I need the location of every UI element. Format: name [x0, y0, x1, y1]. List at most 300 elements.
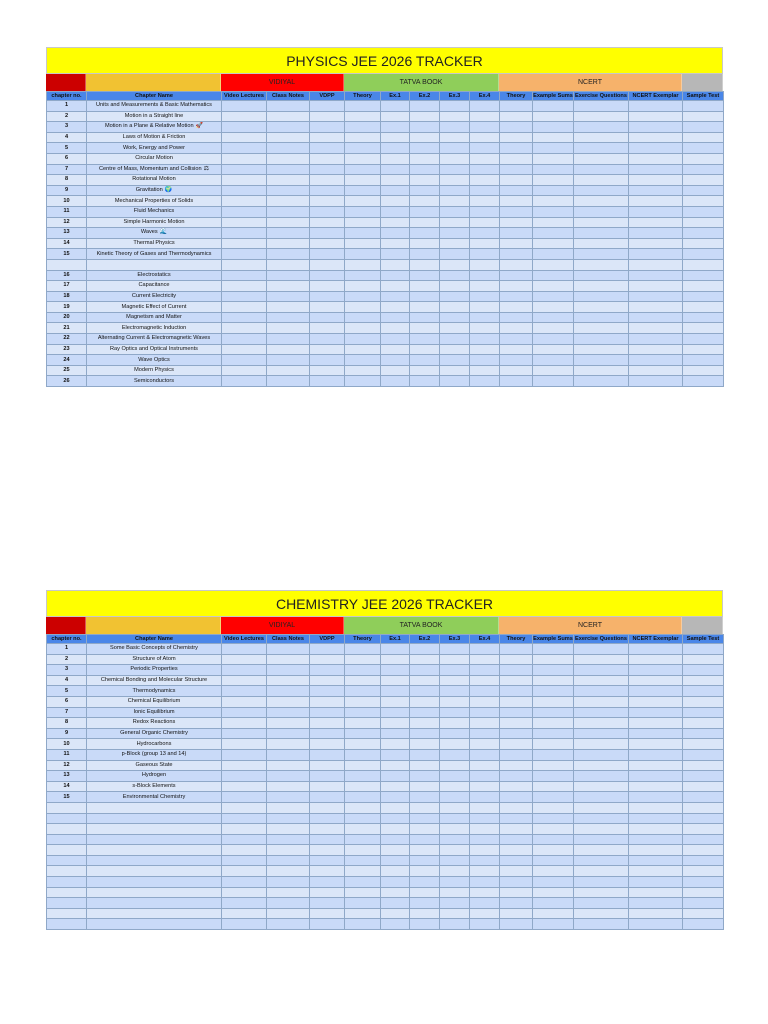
tracker-cell[interactable] [500, 196, 533, 207]
tracker-cell[interactable] [500, 185, 533, 196]
tracker-cell[interactable] [345, 323, 381, 334]
tracker-cell[interactable] [574, 654, 629, 665]
tracker-cell[interactable] [410, 376, 440, 387]
tracker-cell[interactable] [683, 665, 724, 676]
tracker-cell[interactable] [381, 323, 410, 334]
tracker-cell[interactable] [470, 101, 500, 112]
tracker-cell[interactable] [500, 111, 533, 122]
tracker-cell[interactable] [310, 686, 345, 697]
tracker-cell[interactable] [381, 228, 410, 239]
tracker-cell[interactable] [470, 249, 500, 260]
tracker-cell[interactable] [345, 802, 381, 813]
tracker-cell[interactable] [381, 153, 410, 164]
tracker-cell[interactable] [683, 802, 724, 813]
tracker-cell[interactable] [470, 802, 500, 813]
tracker-cell[interactable] [574, 887, 629, 898]
tracker-cell[interactable] [574, 792, 629, 803]
tracker-cell[interactable] [533, 217, 574, 228]
tracker-cell[interactable] [410, 781, 440, 792]
tracker-cell[interactable] [410, 792, 440, 803]
tracker-cell[interactable] [410, 718, 440, 729]
tracker-cell[interactable] [470, 323, 500, 334]
tracker-cell[interactable] [629, 238, 683, 249]
tracker-cell[interactable] [310, 312, 345, 323]
tracker-cell[interactable] [683, 696, 724, 707]
tracker-cell[interactable] [381, 355, 410, 366]
tracker-cell[interactable] [345, 355, 381, 366]
tracker-cell[interactable] [574, 644, 629, 655]
tracker-cell[interactable] [267, 302, 310, 313]
tracker-cell[interactable] [470, 718, 500, 729]
tracker-cell[interactable] [683, 132, 724, 143]
tracker-cell[interactable] [381, 365, 410, 376]
tracker-cell[interactable] [470, 813, 500, 824]
tracker-cell[interactable] [533, 834, 574, 845]
tracker-cell[interactable] [410, 312, 440, 323]
tracker-cell[interactable] [267, 834, 310, 845]
tracker-cell[interactable] [345, 312, 381, 323]
tracker-cell[interactable] [222, 291, 267, 302]
tracker-cell[interactable] [500, 206, 533, 217]
tracker-cell[interactable] [500, 302, 533, 313]
tracker-cell[interactable] [533, 855, 574, 866]
tracker-cell[interactable] [574, 334, 629, 345]
tracker-cell[interactable] [533, 355, 574, 366]
tracker-cell[interactable] [310, 259, 345, 270]
tracker-cell[interactable] [381, 644, 410, 655]
tracker-cell[interactable] [683, 196, 724, 207]
tracker-cell[interactable] [533, 696, 574, 707]
tracker-cell[interactable] [267, 802, 310, 813]
tracker-cell[interactable] [381, 760, 410, 771]
tracker-cell[interactable] [222, 760, 267, 771]
tracker-cell[interactable] [222, 217, 267, 228]
tracker-cell[interactable] [345, 919, 381, 930]
tracker-cell[interactable] [683, 365, 724, 376]
tracker-cell[interactable] [629, 802, 683, 813]
tracker-cell[interactable] [410, 228, 440, 239]
tracker-cell[interactable] [440, 175, 470, 186]
tracker-cell[interactable] [267, 728, 310, 739]
tracker-cell[interactable] [222, 185, 267, 196]
tracker-cell[interactable] [440, 781, 470, 792]
tracker-cell[interactable] [440, 143, 470, 154]
tracker-cell[interactable] [440, 749, 470, 760]
tracker-cell[interactable] [410, 143, 440, 154]
tracker-cell[interactable] [574, 696, 629, 707]
tracker-cell[interactable] [470, 728, 500, 739]
tracker-cell[interactable] [533, 344, 574, 355]
tracker-cell[interactable] [310, 281, 345, 292]
tracker-cell[interactable] [470, 824, 500, 835]
tracker-cell[interactable] [267, 887, 310, 898]
tracker-cell[interactable] [381, 749, 410, 760]
tracker-cell[interactable] [440, 196, 470, 207]
tracker-cell[interactable] [574, 824, 629, 835]
tracker-cell[interactable] [629, 302, 683, 313]
tracker-cell[interactable] [500, 665, 533, 676]
tracker-cell[interactable] [500, 898, 533, 909]
tracker-cell[interactable] [683, 111, 724, 122]
tracker-cell[interactable] [410, 834, 440, 845]
tracker-cell[interactable] [310, 334, 345, 345]
tracker-cell[interactable] [310, 919, 345, 930]
tracker-cell[interactable] [500, 824, 533, 835]
tracker-cell[interactable] [574, 143, 629, 154]
tracker-cell[interactable] [410, 686, 440, 697]
tracker-cell[interactable] [574, 365, 629, 376]
tracker-cell[interactable] [410, 654, 440, 665]
tracker-cell[interactable] [683, 654, 724, 665]
tracker-cell[interactable] [310, 855, 345, 866]
tracker-cell[interactable] [440, 760, 470, 771]
tracker-cell[interactable] [574, 217, 629, 228]
tracker-cell[interactable] [574, 238, 629, 249]
tracker-cell[interactable] [310, 707, 345, 718]
tracker-cell[interactable] [574, 101, 629, 112]
tracker-cell[interactable] [345, 845, 381, 856]
tracker-cell[interactable] [381, 196, 410, 207]
tracker-cell[interactable] [500, 760, 533, 771]
tracker-cell[interactable] [683, 376, 724, 387]
tracker-cell[interactable] [574, 344, 629, 355]
tracker-cell[interactable] [440, 845, 470, 856]
tracker-cell[interactable] [683, 675, 724, 686]
tracker-cell[interactable] [574, 376, 629, 387]
tracker-cell[interactable] [410, 898, 440, 909]
tracker-cell[interactable] [267, 312, 310, 323]
tracker-cell[interactable] [222, 654, 267, 665]
tracker-cell[interactable] [345, 365, 381, 376]
tracker-cell[interactable] [381, 919, 410, 930]
tracker-cell[interactable] [267, 771, 310, 782]
tracker-cell[interactable] [500, 919, 533, 930]
tracker-cell[interactable] [500, 249, 533, 260]
tracker-cell[interactable] [267, 323, 310, 334]
tracker-cell[interactable] [310, 771, 345, 782]
tracker-cell[interactable] [410, 217, 440, 228]
tracker-cell[interactable] [574, 281, 629, 292]
tracker-cell[interactable] [683, 323, 724, 334]
tracker-cell[interactable] [629, 281, 683, 292]
tracker-cell[interactable] [267, 153, 310, 164]
tracker-cell[interactable] [310, 654, 345, 665]
tracker-cell[interactable] [629, 675, 683, 686]
tracker-cell[interactable] [500, 739, 533, 750]
tracker-cell[interactable] [533, 771, 574, 782]
tracker-cell[interactable] [345, 898, 381, 909]
tracker-cell[interactable] [683, 718, 724, 729]
tracker-cell[interactable] [345, 228, 381, 239]
tracker-cell[interactable] [500, 908, 533, 919]
tracker-cell[interactable] [574, 249, 629, 260]
tracker-cell[interactable] [440, 707, 470, 718]
tracker-cell[interactable] [222, 206, 267, 217]
tracker-cell[interactable] [381, 718, 410, 729]
tracker-cell[interactable] [267, 866, 310, 877]
tracker-cell[interactable] [222, 355, 267, 366]
tracker-cell[interactable] [267, 122, 310, 133]
tracker-cell[interactable] [683, 164, 724, 175]
tracker-cell[interactable] [345, 644, 381, 655]
tracker-cell[interactable] [440, 164, 470, 175]
tracker-cell[interactable] [222, 802, 267, 813]
tracker-cell[interactable] [470, 686, 500, 697]
tracker-cell[interactable] [222, 334, 267, 345]
tracker-cell[interactable] [440, 802, 470, 813]
tracker-cell[interactable] [345, 654, 381, 665]
tracker-cell[interactable] [574, 771, 629, 782]
tracker-cell[interactable] [440, 365, 470, 376]
tracker-cell[interactable] [440, 877, 470, 888]
tracker-cell[interactable] [410, 302, 440, 313]
tracker-cell[interactable] [500, 217, 533, 228]
tracker-cell[interactable] [310, 344, 345, 355]
tracker-cell[interactable] [500, 834, 533, 845]
tracker-cell[interactable] [310, 866, 345, 877]
tracker-cell[interactable] [500, 365, 533, 376]
tracker-cell[interactable] [533, 238, 574, 249]
tracker-cell[interactable] [683, 302, 724, 313]
tracker-cell[interactable] [574, 760, 629, 771]
tracker-cell[interactable] [222, 792, 267, 803]
tracker-cell[interactable] [500, 101, 533, 112]
tracker-cell[interactable] [470, 196, 500, 207]
tracker-cell[interactable] [310, 887, 345, 898]
tracker-cell[interactable] [381, 665, 410, 676]
tracker-cell[interactable] [410, 771, 440, 782]
tracker-cell[interactable] [533, 122, 574, 133]
tracker-cell[interactable] [683, 728, 724, 739]
tracker-cell[interactable] [310, 749, 345, 760]
tracker-cell[interactable] [470, 111, 500, 122]
tracker-cell[interactable] [410, 908, 440, 919]
tracker-cell[interactable] [222, 175, 267, 186]
tracker-cell[interactable] [267, 792, 310, 803]
tracker-cell[interactable] [629, 824, 683, 835]
tracker-cell[interactable] [574, 132, 629, 143]
tracker-cell[interactable] [440, 334, 470, 345]
tracker-cell[interactable] [381, 175, 410, 186]
tracker-cell[interactable] [683, 845, 724, 856]
tracker-cell[interactable] [222, 270, 267, 281]
tracker-cell[interactable] [533, 334, 574, 345]
tracker-cell[interactable] [440, 111, 470, 122]
tracker-cell[interactable] [629, 866, 683, 877]
tracker-cell[interactable] [440, 132, 470, 143]
tracker-cell[interactable] [533, 376, 574, 387]
tracker-cell[interactable] [381, 111, 410, 122]
tracker-cell[interactable] [629, 739, 683, 750]
tracker-cell[interactable] [533, 291, 574, 302]
tracker-cell[interactable] [345, 270, 381, 281]
tracker-cell[interactable] [345, 153, 381, 164]
tracker-cell[interactable] [345, 834, 381, 845]
tracker-cell[interactable] [533, 270, 574, 281]
tracker-cell[interactable] [500, 813, 533, 824]
tracker-cell[interactable] [440, 355, 470, 366]
tracker-cell[interactable] [345, 132, 381, 143]
tracker-cell[interactable] [470, 334, 500, 345]
tracker-cell[interactable] [500, 866, 533, 877]
tracker-cell[interactable] [310, 302, 345, 313]
tracker-cell[interactable] [683, 644, 724, 655]
tracker-cell[interactable] [345, 855, 381, 866]
tracker-cell[interactable] [629, 792, 683, 803]
tracker-cell[interactable] [500, 259, 533, 270]
tracker-cell[interactable] [310, 781, 345, 792]
tracker-cell[interactable] [267, 143, 310, 154]
tracker-cell[interactable] [440, 376, 470, 387]
tracker-cell[interactable] [222, 228, 267, 239]
tracker-cell[interactable] [381, 802, 410, 813]
tracker-cell[interactable] [267, 281, 310, 292]
tracker-cell[interactable] [267, 376, 310, 387]
tracker-cell[interactable] [470, 185, 500, 196]
tracker-cell[interactable] [267, 781, 310, 792]
tracker-cell[interactable] [629, 877, 683, 888]
tracker-cell[interactable] [629, 217, 683, 228]
tracker-cell[interactable] [500, 355, 533, 366]
tracker-cell[interactable] [222, 312, 267, 323]
tracker-cell[interactable] [381, 675, 410, 686]
tracker-cell[interactable] [310, 824, 345, 835]
tracker-cell[interactable] [629, 249, 683, 260]
tracker-cell[interactable] [381, 238, 410, 249]
tracker-cell[interactable] [683, 334, 724, 345]
tracker-cell[interactable] [629, 355, 683, 366]
tracker-cell[interactable] [410, 707, 440, 718]
tracker-cell[interactable] [629, 696, 683, 707]
tracker-cell[interactable] [574, 153, 629, 164]
tracker-cell[interactable] [683, 919, 724, 930]
tracker-cell[interactable] [533, 153, 574, 164]
tracker-cell[interactable] [533, 365, 574, 376]
tracker-cell[interactable] [629, 312, 683, 323]
tracker-cell[interactable] [345, 164, 381, 175]
tracker-cell[interactable] [470, 302, 500, 313]
tracker-cell[interactable] [440, 696, 470, 707]
tracker-cell[interactable] [574, 111, 629, 122]
tracker-cell[interactable] [440, 654, 470, 665]
tracker-cell[interactable] [410, 281, 440, 292]
tracker-cell[interactable] [500, 228, 533, 239]
tracker-cell[interactable] [267, 675, 310, 686]
tracker-cell[interactable] [533, 206, 574, 217]
tracker-cell[interactable] [470, 771, 500, 782]
tracker-cell[interactable] [267, 111, 310, 122]
tracker-cell[interactable] [310, 696, 345, 707]
tracker-cell[interactable] [629, 196, 683, 207]
tracker-cell[interactable] [410, 813, 440, 824]
tracker-cell[interactable] [410, 739, 440, 750]
tracker-cell[interactable] [381, 877, 410, 888]
tracker-cell[interactable] [629, 175, 683, 186]
tracker-cell[interactable] [381, 291, 410, 302]
tracker-cell[interactable] [440, 686, 470, 697]
tracker-cell[interactable] [222, 707, 267, 718]
tracker-cell[interactable] [574, 206, 629, 217]
tracker-cell[interactable] [410, 365, 440, 376]
tracker-cell[interactable] [574, 877, 629, 888]
tracker-cell[interactable] [381, 866, 410, 877]
tracker-cell[interactable] [345, 101, 381, 112]
tracker-cell[interactable] [345, 686, 381, 697]
tracker-cell[interactable] [410, 122, 440, 133]
tracker-cell[interactable] [381, 739, 410, 750]
tracker-cell[interactable] [470, 206, 500, 217]
tracker-cell[interactable] [629, 376, 683, 387]
tracker-cell[interactable] [533, 749, 574, 760]
tracker-cell[interactable] [381, 707, 410, 718]
tracker-cell[interactable] [470, 707, 500, 718]
tracker-cell[interactable] [345, 908, 381, 919]
tracker-cell[interactable] [533, 185, 574, 196]
tracker-cell[interactable] [533, 813, 574, 824]
tracker-cell[interactable] [310, 644, 345, 655]
tracker-cell[interactable] [629, 654, 683, 665]
tracker-cell[interactable] [574, 323, 629, 334]
tracker-cell[interactable] [222, 302, 267, 313]
tracker-cell[interactable] [381, 845, 410, 856]
tracker-cell[interactable] [683, 877, 724, 888]
tracker-cell[interactable] [310, 217, 345, 228]
tracker-cell[interactable] [222, 887, 267, 898]
tracker-cell[interactable] [683, 291, 724, 302]
tracker-cell[interactable] [574, 196, 629, 207]
tracker-cell[interactable] [381, 281, 410, 292]
tracker-cell[interactable] [574, 898, 629, 909]
tracker-cell[interactable] [470, 281, 500, 292]
tracker-cell[interactable] [500, 376, 533, 387]
tracker-cell[interactable] [440, 281, 470, 292]
tracker-cell[interactable] [470, 739, 500, 750]
tracker-cell[interactable] [574, 312, 629, 323]
tracker-cell[interactable] [533, 781, 574, 792]
tracker-cell[interactable] [410, 132, 440, 143]
tracker-cell[interactable] [683, 101, 724, 112]
tracker-cell[interactable] [440, 728, 470, 739]
tracker-cell[interactable] [574, 813, 629, 824]
tracker-cell[interactable] [683, 855, 724, 866]
tracker-cell[interactable] [629, 749, 683, 760]
tracker-cell[interactable] [683, 206, 724, 217]
tracker-cell[interactable] [345, 302, 381, 313]
tracker-cell[interactable] [267, 259, 310, 270]
tracker-cell[interactable] [267, 824, 310, 835]
tracker-cell[interactable] [310, 132, 345, 143]
tracker-cell[interactable] [410, 164, 440, 175]
tracker-cell[interactable] [533, 718, 574, 729]
tracker-cell[interactable] [410, 845, 440, 856]
tracker-cell[interactable] [533, 707, 574, 718]
tracker-cell[interactable] [381, 132, 410, 143]
tracker-cell[interactable] [470, 877, 500, 888]
tracker-cell[interactable] [629, 887, 683, 898]
tracker-cell[interactable] [440, 813, 470, 824]
tracker-cell[interactable] [533, 665, 574, 676]
tracker-cell[interactable] [345, 259, 381, 270]
tracker-cell[interactable] [574, 834, 629, 845]
tracker-cell[interactable] [310, 813, 345, 824]
tracker-cell[interactable] [267, 739, 310, 750]
tracker-cell[interactable] [381, 887, 410, 898]
tracker-cell[interactable] [629, 270, 683, 281]
tracker-cell[interactable] [381, 122, 410, 133]
tracker-cell[interactable] [410, 206, 440, 217]
tracker-cell[interactable] [381, 249, 410, 260]
tracker-cell[interactable] [629, 185, 683, 196]
